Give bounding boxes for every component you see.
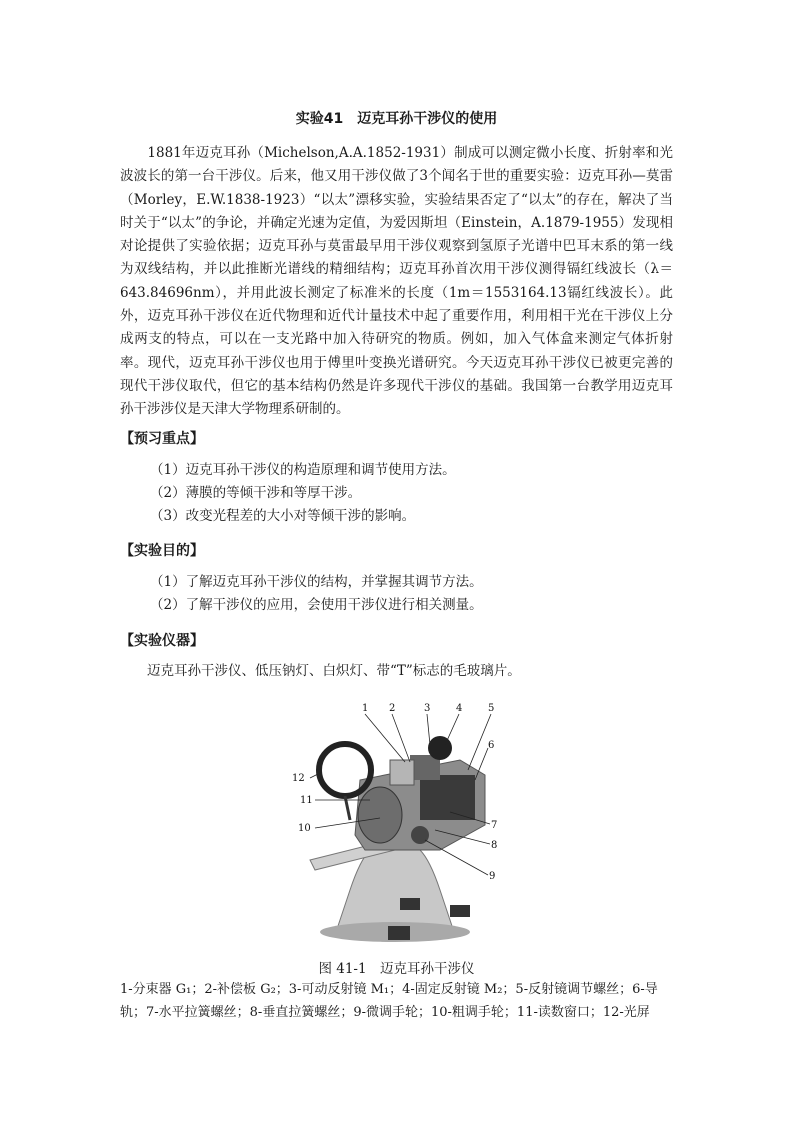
figure-caption: 图 41-1 迈克耳孙干涉仪 [318,961,475,977]
figure-label: 2 [389,703,396,714]
apparatus-heading: 【实验仪器】 [120,633,204,649]
leveling-foot [400,898,420,910]
figure-label: 8 [491,840,498,851]
leveling-foot [450,905,470,917]
light-screen [319,744,371,796]
figure-label: 5 [488,703,495,714]
figure-label: 10 [298,823,311,834]
figure-label: 12 [292,773,305,784]
figure-label: 11 [300,795,313,806]
preview-item: （2）薄膜的等倾干涉和等厚干涉。 [150,485,362,501]
adjusting-knob [428,736,452,760]
figure-label: 4 [456,703,463,714]
preview-item: （1）迈克耳孙干涉仪的构造原理和调节使用方法。 [150,462,456,478]
fine-wheel [411,826,429,844]
preview-heading: 【预习重点】 [120,431,204,447]
coarse-wheel [358,787,402,843]
leveling-foot [388,926,410,940]
preview-item: （3）改变光程差的大小对等倾干涉的影响。 [150,508,416,524]
figure-label: 6 [488,740,495,751]
purpose-item: （1）了解迈克耳孙干涉仪的结构，并掌握其调节方法。 [150,574,483,590]
page-title: 实验41 迈克耳孙干涉仪的使用 [295,111,498,127]
figure-label: 1 [362,703,369,714]
michelson-interferometer-figure [270,700,520,950]
drive-housing [420,775,475,820]
purpose-item: （2）了解干涉仪的应用，会使用干涉仪进行相关测量。 [150,597,483,613]
figure-label: 3 [424,703,431,714]
purpose-heading: 【实验目的】 [120,543,204,559]
figure-label: 9 [489,871,496,882]
beam-splitter-holder [390,760,414,785]
figure-legend: 1-分束器 G₁；2-补偿板 G₂；3-可动反射镜 M₁；4-固定反射镜 M₂；5-反射镜调节螺丝；6-导轨；7-水平拉簧螺丝；8-垂直拉簧螺丝；9-微调手轮；10-粗调手轮；11-读数窗口；12-光屏 [120,982,658,1020]
apparatus-text: 迈克耳孙干涉仪、低压钠灯、白炽灯、带“T”标志的毛玻璃片。 [120,663,521,679]
figure-label: 7 [491,820,498,831]
screen-post [345,796,350,820]
intro-paragraph: 1881年迈克耳孙（Michelson,A.A.1852-1931）制成可以测定微小长度、折射率和光波波长的第一台干涉仪。后来，他又用干涉仪做了3个闻名于世的重要实验：迈克耳孙—莫雷（Morley，E.W.1838-1923）“以太”漂移实验，实验结果否定了“以太”的存在，解决了当时关于“以太”的争论，并确定光速为定值，为爱因斯坦（Einstein，A.1879-1955）发现相对论提供了实验依据；迈克耳孙与莫雷最早用干涉仪观察到氢原子光谱中巴耳末系的第一线为双线结构，并以此推断光谱线的精细结构；迈克耳孙首次用干涉仪测得镉红线波长（λ＝643.84696nm），并用此波长测定了标准米的长度（1m＝1553164.13镉红线波长）。此外，迈克耳孙干涉仪在近代物理和近代计量技术中起了重要作用，利用相干光在干涉仪上分成两支的特点，可以在一支光路中加入待研究的物质。例如，加入气体盒来测定气体折射率。现代，迈克耳孙干涉仪也用于傅里叶变换光谱研究。今天迈克耳孙干涉仪已被更完善的现代干涉仪取代，但它的基本结构仍然是许多现代干涉仪的基础。我国第一台教学用迈克耳孙干涉涉仪是天津大学物理系研制的。 [120,145,673,418]
